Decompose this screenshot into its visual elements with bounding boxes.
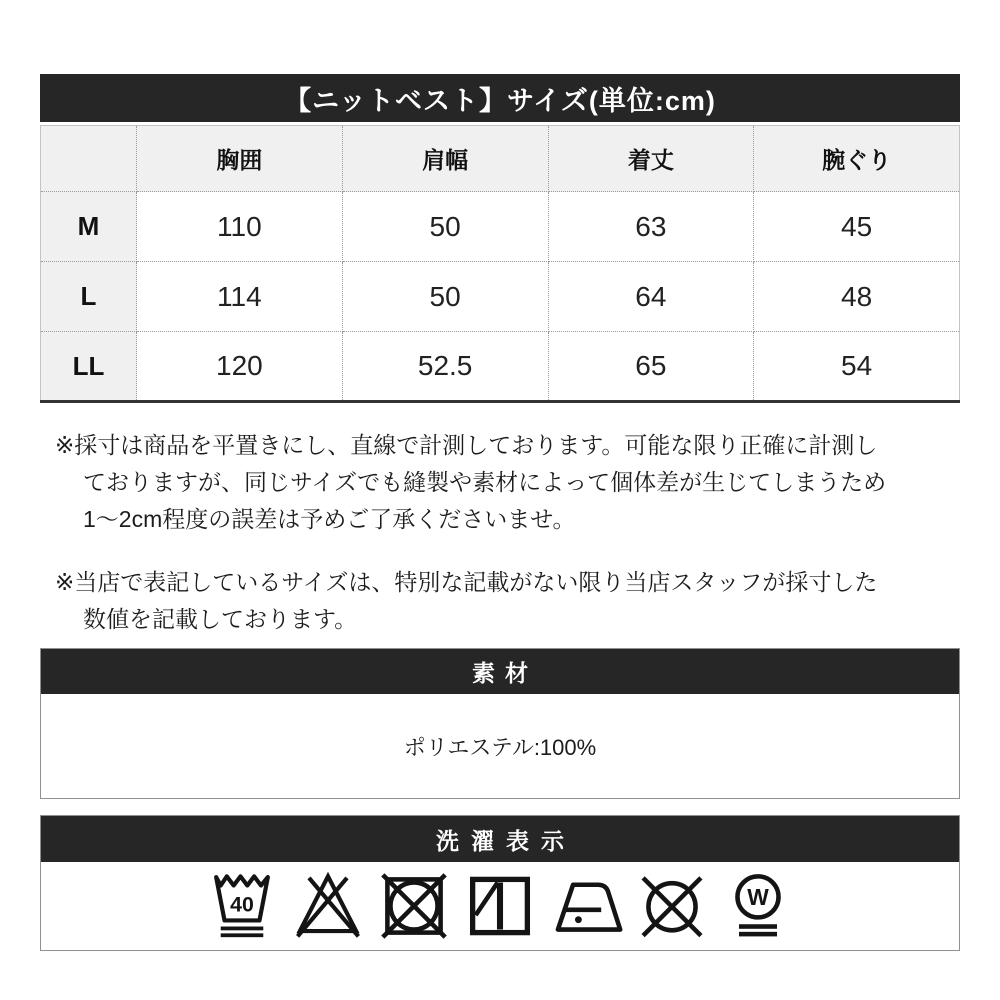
note-line: 1〜2cm程度の誤差は予めご了承くださいませ。 (83, 506, 576, 532)
material-title: 素材 (472, 660, 538, 686)
size-chart-title-bar (40, 74, 960, 122)
size-label: L (41, 262, 137, 332)
material-content (41, 694, 959, 798)
material-header-bar (41, 649, 959, 694)
care-section (40, 815, 960, 951)
table-row (41, 192, 960, 262)
size-chart-title: 【ニットベスト】サイズ(単位:cm) (284, 85, 716, 116)
column-header-armhole: 腕ぐり (754, 126, 960, 192)
value-cell: 50 (342, 262, 548, 332)
value-cell: 63 (548, 192, 754, 262)
value-cell: 110 (137, 192, 343, 262)
care-title: 洗濯表示 (436, 827, 576, 854)
material-section (40, 648, 960, 799)
table-row (41, 262, 960, 332)
column-header-shoulder: 肩幅 (342, 126, 548, 192)
table-header-row (41, 126, 960, 192)
value-cell: 52.5 (342, 332, 548, 402)
material-value: ポリエステル:100% (403, 734, 597, 760)
iron-low-heat-icon (548, 868, 624, 944)
do-not-bleach-icon (290, 868, 366, 944)
do-not-tumble-dry-icon (376, 868, 452, 944)
value-cell: 114 (137, 262, 343, 332)
table-row (41, 332, 960, 402)
column-header-chest: 胸囲 (137, 126, 343, 192)
value-cell: 120 (137, 332, 343, 402)
care-header-bar (41, 816, 959, 862)
column-header-length: 着丈 (548, 126, 754, 192)
size-label: LL (41, 332, 137, 402)
note-line: ※採寸は商品を平置きにし、直線で計測しております。可能な限り正確に計測し (55, 432, 878, 458)
svg-text:40: 40 (230, 892, 254, 917)
note-line: 数値を記載しております。 (83, 606, 358, 632)
staff-measured-note (40, 564, 960, 638)
wash-40-very-gentle-icon (204, 868, 280, 944)
size-table (40, 125, 960, 403)
measurement-note (40, 427, 960, 538)
note-line: ※当店で表記しているサイズは、特別な記載がない限り当店スタッフが採寸した (55, 569, 878, 595)
value-cell: 45 (754, 192, 960, 262)
care-symbols (41, 862, 959, 950)
page (40, 0, 960, 951)
line-dry-in-shade-icon (462, 868, 538, 944)
wet-clean-very-gentle-icon (720, 868, 796, 944)
value-cell: 50 (342, 192, 548, 262)
value-cell: 64 (548, 262, 754, 332)
do-not-dry-clean-icon (634, 868, 710, 944)
value-cell: 65 (548, 332, 754, 402)
value-cell: 54 (754, 332, 960, 402)
svg-text:W: W (747, 884, 769, 911)
table-corner-cell (41, 126, 137, 192)
note-line: ておりますが、同じサイズでも縫製や素材によって個体差が生じてしまうため (83, 469, 887, 495)
value-cell: 48 (754, 262, 960, 332)
size-label: M (41, 192, 137, 262)
